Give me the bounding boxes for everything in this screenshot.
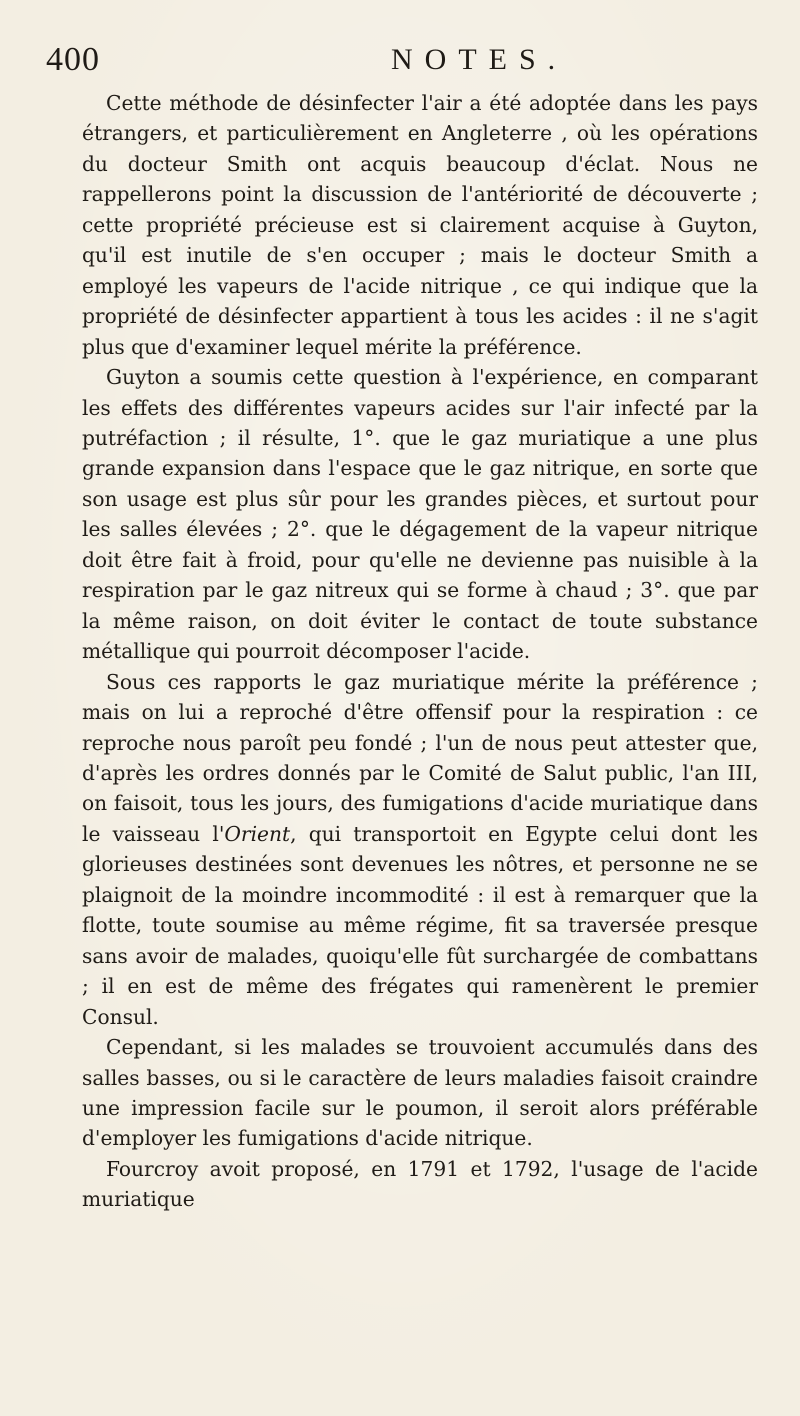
ship-name: Orient: [224, 821, 291, 846]
paragraph-3: [82, 667, 758, 1032]
paragraph-3-text-after-italic: , qui transportoit en Egypte celui dont les glorieuses destinées sont devenues les nôtres, et personne ne se plaignoit de la moindre incommodité : il est à remarquer que la flotte, toute soumise au même régime, fit sa traversée presque sans avoir de malades, quoiqu'elle fût surchargée de combattans ; il en est de même des frégates qui ramenèrent le premier Consul.: [82, 821, 758, 1029]
paragraph-5: Fourcroy avoit proposé, en 1791 et 1792, l'usage de l'acide muriatique: [82, 1156, 758, 1212]
paragraph-2: Guyton a soumis cette question à l'expérience, en comparant les effets des différentes vapeurs acides sur l'air infecté par la putréfaction ; il résulte, 1°. que le gaz muriatique a une plus grande expansion dans l'espace que le gaz nitrique, en sorte que son usage est plus sûr pour les grandes pièces, et surtout pour les salles élevées ; 2°. que le dégagement de la vapeur nitrique doit être fait à froid, pour qu'elle ne devienne pas nuisible à la respiration par le gaz nitreux qui se forme à chaud ; 3°. que par la même raison, on doit éviter le contact de toute substance métallique qui pourroit décomposer l'acide.: [82, 365, 758, 664]
running-title: NOTES.: [391, 43, 568, 76]
paragraph-3-text-before-italic: Sous ces rapports le gaz muriatique mérite la préférence ; mais on lui a reproché d'être offensif pour la respiration : ce reproche nous paroît peu fondé ; l'un de nous peut attester que, d'après les ordres donnés par le Comité de Salut public, l'an III, on faisoit, tous les jours, des fumigations d'acide muriatique dans le vaisseau l': [82, 669, 758, 846]
paragraph-1: Cette méthode de désinfecter l'air a été adoptée dans les pays étrangers, et particulièrement en Angleterre , où les opérations du docteur Smith ont acquis beaucoup d'éclat. Nous ne rappellerons point la discussion de l'antériorité de découverte ; cette propriété précieuse est si clairement acquise à Guyton, qu'il est inutile de s'en occuper ; mais le docteur Smith a employé les vapeurs de l'acide nitrique , ce qui indique que la propriété de désinfecter appartient à tous les acides : il ne s'agit plus que d'examiner lequel mérite la préférence.: [82, 91, 758, 359]
page-header: [46, 36, 754, 84]
page-body: [82, 88, 758, 1215]
paragraph-4: Cependant, si les malades se trouvoient accumulés dans des salles basses, ou si le caractère de leurs maladies faisoit craindre une impression facile sur le poumon, il seroit alors préférable d'employer les fumigations d'acide nitrique.: [82, 1035, 758, 1151]
page-number: 400: [46, 41, 100, 78]
